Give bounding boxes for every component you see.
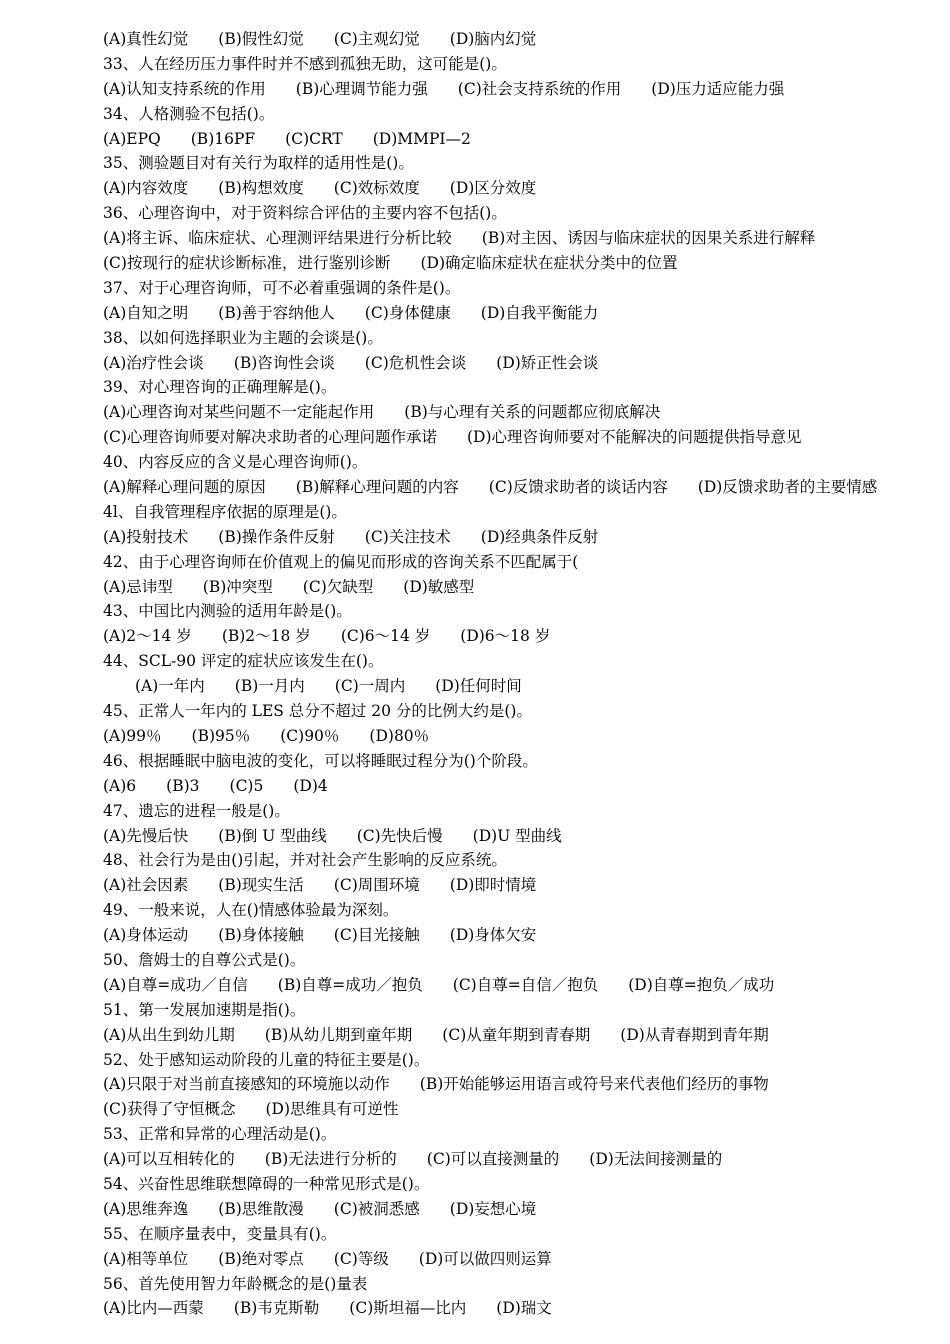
- document-page: [103, 27, 923, 1321]
- option-a: (A)先慢后快: [103, 826, 189, 845]
- options-line: [103, 774, 923, 799]
- question-line: 49、一般来说，人在()情感体验最为深刻。: [103, 901, 399, 920]
- option-c: (C)等级: [333, 1249, 389, 1268]
- options-line: [103, 1197, 923, 1222]
- option-d: (D)自我平衡能力: [480, 303, 599, 322]
- option-b: (D)思维具有可逆性: [265, 1100, 399, 1119]
- option-b: (B)心理调节能力强: [295, 79, 428, 98]
- question-line: 47、遗忘的进程一般是()。: [103, 801, 290, 820]
- option-d: (D)6～18 岁: [460, 627, 551, 646]
- question-line: 52、处于感知运动阶段的儿童的特征主要是()。: [103, 1050, 430, 1069]
- question-line: 44、SCL-90 评定的症状应该发生在()。: [103, 652, 384, 671]
- options-line: [103, 1147, 923, 1172]
- option-d: (D)矫正性会谈: [496, 353, 599, 372]
- option-d: (D)任何时间: [435, 677, 522, 696]
- option-c: (C)90％: [280, 726, 340, 745]
- question-line: 54、兴奋性思维联想障碍的一种常见形式是()。: [103, 1174, 430, 1193]
- question-line: 42、由于心理咨询师在价值观上的偏见而形成的咨询关系不匹配属于(: [103, 552, 579, 571]
- option-c: (C)一周内: [334, 677, 406, 696]
- option-c: (C)被洞悉感: [333, 1199, 420, 1218]
- option-c: (C)欠缺型: [302, 577, 374, 596]
- option-c: (C)主观幻觉: [333, 30, 420, 48]
- option-a: (A)真性幻觉: [103, 30, 189, 48]
- options-line: [103, 575, 923, 600]
- question-line: 55、在顺序量表中，变量具有()。: [103, 1224, 337, 1243]
- option-a: (C)获得了守恒概念: [103, 1100, 236, 1119]
- option-b: (B)绝对零点: [218, 1249, 304, 1268]
- option-d: (D)自尊=抱负／成功: [628, 975, 775, 994]
- question-line: 35、测验题目对有关行为取样的适用性是()。: [103, 154, 414, 173]
- option-b: (B)一月内: [234, 677, 305, 696]
- question-line: 45、正常人一年内的 LES 总分不超过 20 分的比例大约是()。: [103, 702, 532, 721]
- option-d: (D)压力适应能力强: [651, 79, 785, 98]
- option-a: (A)将主诉、临床症状、心理测评结果进行分析比较: [103, 229, 452, 248]
- option-c: (C)社会支持系统的作用: [457, 79, 622, 98]
- option-b: (B)2～18 岁: [221, 627, 311, 646]
- option-a: (A)自尊=成功／自信: [103, 975, 248, 994]
- question-line: 37、对于心理咨询师，可不必着重强调的条件是()。: [103, 278, 461, 297]
- option-a: (A)自知之明: [103, 303, 189, 322]
- option-b: (B)与心理有关系的问题都应彻底解决: [404, 403, 661, 422]
- option-b: (B)解释心理问题的内容: [295, 478, 459, 497]
- option-d: (D)从青春期到青年期: [620, 1025, 769, 1044]
- option-b: (B)冲突型: [202, 577, 273, 596]
- option-c: (C)目光接触: [333, 926, 420, 945]
- options-line: [103, 724, 923, 749]
- option-d: (D)即时情境: [449, 876, 537, 895]
- option-d: (D)妄想心境: [449, 1199, 537, 1218]
- option-b: (B)无法进行分析的: [264, 1150, 397, 1169]
- option-b: (B)咨询性会谈: [233, 353, 335, 372]
- question-line: 51、第一发展加速期是指()。: [103, 1000, 306, 1019]
- options-line: [103, 351, 923, 376]
- option-a: (A)内容效度: [103, 179, 189, 198]
- option-d: (D)脑内幻觉: [449, 30, 537, 48]
- option-b: (D)心理咨询师要对不能解决的问题提供指导意见: [466, 428, 802, 447]
- question-line: 56、首先使用智力年龄概念的是()量表: [103, 1274, 368, 1293]
- option-c: (C)先快后慢: [356, 826, 443, 845]
- option-c: (C)危机性会谈: [364, 353, 467, 372]
- option-d: (D)80％: [369, 726, 430, 745]
- options-line: [103, 127, 923, 152]
- option-b: (D)确定临床症状在症状分类中的位置: [420, 254, 678, 273]
- options-line: [103, 1247, 923, 1272]
- option-a: (A)心理咨询对某些问题不一定能起作用: [103, 403, 375, 422]
- options-line: [103, 301, 923, 326]
- option-d: (D)无法间接测量的: [589, 1150, 723, 1169]
- option-c: (C)周围环境: [333, 876, 420, 895]
- option-c: (C)效标效度: [333, 179, 420, 198]
- option-a: (A)只限于对当前直接感知的环境施以动作: [103, 1075, 390, 1094]
- option-c: (C)5: [229, 776, 264, 795]
- question-line: 39、对心理咨询的正确理解是()。: [103, 378, 337, 397]
- question-line: 34、人格测验不包括()。: [103, 104, 275, 123]
- option-c: (C)身体健康: [364, 303, 451, 322]
- option-a: (A)2～14 岁: [103, 627, 192, 646]
- options-line: [103, 525, 923, 550]
- options-line: [103, 973, 923, 998]
- options-line: [103, 1296, 923, 1321]
- option-a: (A)相等单位: [103, 1249, 189, 1268]
- option-b: (B)善于容纳他人: [218, 303, 335, 322]
- question-line: 40、内容反应的含义是心理咨询师()。: [103, 453, 368, 472]
- option-a: (A)EPQ: [103, 129, 161, 148]
- options-line: [103, 475, 923, 500]
- options-line: [103, 873, 923, 898]
- option-a: (A)投射技术: [103, 527, 189, 546]
- options-line: [103, 824, 923, 849]
- option-a: (A)解释心理问题的原因: [103, 478, 266, 497]
- option-a: (A)认知支持系统的作用: [103, 79, 266, 98]
- option-a: (A)比内—西蒙: [103, 1299, 204, 1318]
- options-line: [103, 27, 923, 52]
- option-b: (B)构想效度: [218, 179, 304, 198]
- option-b: (B)韦克斯勒: [233, 1299, 320, 1318]
- options-line: [103, 226, 923, 251]
- option-b: (B)自尊=成功／抱负: [277, 975, 423, 994]
- option-d: (D)可以做四则运算: [418, 1249, 552, 1268]
- options-line: [103, 624, 923, 649]
- option-b: (B)从幼儿期到童年期: [264, 1025, 413, 1044]
- option-c: (C)6～14 岁: [340, 627, 431, 646]
- option-b: (B)思维散漫: [218, 1199, 304, 1218]
- option-c: (C)CRT: [285, 129, 343, 148]
- options-line: [103, 923, 923, 948]
- option-b: (B)3: [166, 776, 200, 795]
- option-d: (D)身体欠安: [449, 926, 537, 945]
- question-line: 43、中国比内测验的适用年龄是()。: [103, 602, 352, 621]
- option-a: (A)治疗性会谈: [103, 353, 204, 372]
- option-d: (D)区分效度: [449, 179, 537, 198]
- question-line: 50、詹姆士的自尊公式是()。: [103, 950, 306, 969]
- option-b: (B)95％: [191, 726, 251, 745]
- option-b: (B)现实生活: [218, 876, 304, 895]
- option-b: (B)倒 U 型曲线: [218, 826, 327, 845]
- option-a: (A)可以互相转化的: [103, 1150, 235, 1169]
- option-a: (A)一年内: [135, 677, 205, 696]
- option-d: (D)反馈求助者的主要情感: [697, 478, 878, 497]
- option-d: (D)U 型曲线: [472, 826, 562, 845]
- option-b: (B)16PF: [190, 129, 256, 148]
- option-a: (A)社会因素: [103, 876, 189, 895]
- option-d: (D)4: [293, 776, 328, 795]
- option-a: (A)99％: [103, 726, 162, 745]
- option-c: (C)自尊=自信／抱负: [452, 975, 599, 994]
- option-c: (C)从童年期到青春期: [442, 1025, 591, 1044]
- question-line: 48、社会行为是由()引起，并对社会产生影响的反应系统。: [103, 851, 507, 870]
- option-a: (A)6: [103, 776, 137, 795]
- question-line: 36、心理咨询中，对于资料综合评估的主要内容不包括()。: [103, 204, 507, 223]
- option-a: (C)心理咨询师要对解决求助者的心理问题作承诺: [103, 428, 437, 447]
- option-b: (B)身体接触: [218, 926, 304, 945]
- option-d: (D)MMPI—2: [372, 129, 471, 148]
- question-line: 53、正常和异常的心理活动是()。: [103, 1125, 337, 1144]
- option-a: (A)思维奔逸: [103, 1199, 189, 1218]
- options-line: [103, 77, 923, 102]
- option-c: (C)关注技术: [364, 527, 451, 546]
- options-line: [103, 400, 923, 425]
- option-d: (D)敏感型: [403, 577, 475, 596]
- options-line: [103, 674, 923, 699]
- option-c: (C)斯坦福—比内: [349, 1299, 467, 1318]
- option-c: (C)可以直接测量的: [426, 1150, 560, 1169]
- option-c: (C)反馈求助者的谈话内容: [488, 478, 668, 497]
- option-b: (B)假性幻觉: [218, 30, 304, 48]
- options-line: [103, 251, 923, 276]
- option-d: (D)瑞文: [496, 1299, 552, 1318]
- options-line: [103, 425, 923, 450]
- option-a: (A)从出生到幼儿期: [103, 1025, 235, 1044]
- option-d: (D)经典条件反射: [480, 527, 599, 546]
- option-b: (B)对主因、诱因与临床症状的因果关系进行解释: [481, 229, 816, 248]
- option-a: (A)忌讳型: [103, 577, 173, 596]
- option-a: (C)按现行的症状诊断标准，进行鉴别诊断: [103, 254, 391, 273]
- options-line: [103, 176, 923, 201]
- options-line: [103, 1097, 923, 1122]
- options-line: [103, 1023, 923, 1048]
- option-b: (B)操作条件反射: [218, 527, 335, 546]
- option-a: (A)身体运动: [103, 926, 189, 945]
- question-line: 33、人在经历压力事件时并不感到孤独无助，这可能是()。: [103, 54, 507, 73]
- question-line: 46、根据睡眠中脑电波的变化，可以将睡眠过程分为()个阶段。: [103, 751, 538, 770]
- option-b: (B)开始能够运用语言或符号来代表他们经历的事物: [419, 1075, 769, 1094]
- question-line: 4l、自我管理程序依据的原理是()。: [103, 502, 347, 521]
- question-line: 38、以如何选择职业为主题的会谈是()。: [103, 328, 383, 347]
- options-line: [103, 1072, 923, 1097]
